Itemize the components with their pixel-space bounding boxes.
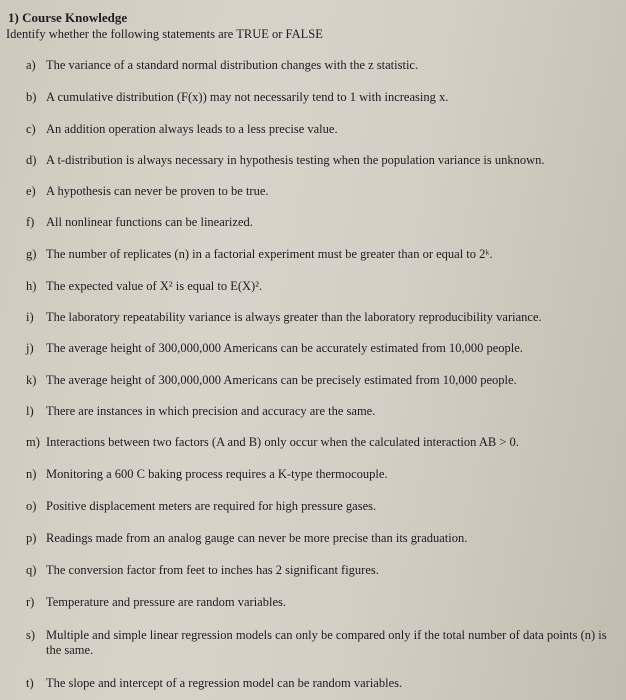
question-text: Multiple and simple linear regression models can only be compared only if the total number of data points (n) is the same. — [46, 628, 607, 657]
question-letter: p) — [26, 531, 37, 545]
instructions-text: Identify whether the following statements are TRUE or FALSE — [6, 27, 323, 41]
question-item — [16, 435, 616, 450]
question-item — [16, 628, 616, 658]
question-text: All nonlinear functions can be linearized. — [46, 215, 253, 229]
question-text: The average height of 300,000,000 Americans can be precisely estimated from 10,000 people. — [46, 373, 517, 387]
question-letter: m) — [26, 435, 40, 449]
question-letter: d) — [26, 153, 37, 167]
question-item — [16, 467, 616, 482]
question-text: The expected value of X² is equal to E(X)². — [46, 279, 263, 293]
question-text: The slope and intercept of a regression model can be random variables. — [46, 676, 403, 690]
question-item — [16, 341, 616, 356]
question-letter: t) — [26, 676, 34, 690]
question-text: The number of replicates (n) in a factorial experiment must be greater than or equal to 2ᵏ. — [46, 247, 493, 261]
question-letter: h) — [26, 279, 37, 293]
question-item — [16, 595, 616, 610]
question-letter: b) — [26, 90, 37, 104]
question-letter: f) — [26, 215, 35, 229]
question-item — [16, 310, 616, 325]
question-text: Temperature and pressure are random variables. — [46, 595, 286, 609]
question-text: A cumulative distribution (F(x)) may not necessarily tend to 1 with increasing x. — [46, 90, 449, 104]
section-title: Course Knowledge — [22, 10, 128, 25]
question-text: Readings made from an analog gauge can never be more precise than its graduation. — [46, 531, 468, 545]
question-item — [16, 215, 616, 230]
section-number: 1) — [8, 10, 19, 25]
question-text: The variance of a standard normal distribution changes with the z statistic. — [46, 58, 419, 72]
question-letter: r) — [26, 595, 35, 609]
question-text: A hypothesis can never be proven to be true. — [46, 184, 269, 198]
question-letter: g) — [26, 247, 37, 261]
question-item — [16, 531, 616, 546]
question-letter: a) — [26, 58, 36, 72]
question-text: The average height of 300,000,000 Americans can be accurately estimated from 10,000 people. — [46, 341, 523, 355]
question-letter: q) — [26, 563, 37, 577]
question-item — [16, 247, 616, 262]
question-item — [16, 676, 616, 691]
section-heading — [8, 10, 626, 26]
question-text: Positive displacement meters are required for high pressure gases. — [46, 499, 377, 513]
question-letter: j) — [26, 341, 34, 355]
question-letter: e) — [26, 184, 36, 198]
question-letter: l) — [26, 404, 34, 418]
question-text: There are instances in which precision and accuracy are the same. — [46, 404, 376, 418]
question-item — [16, 404, 616, 419]
question-item — [16, 563, 616, 578]
question-text: An addition operation always leads to a less precise value. — [46, 122, 338, 136]
question-letter: c) — [26, 122, 36, 136]
question-item — [16, 373, 616, 388]
question-text: The conversion factor from feet to inches has 2 significant figures. — [46, 563, 379, 577]
question-item — [16, 184, 616, 199]
question-item — [16, 122, 616, 137]
question-text: A t-distribution is always necessary in hypothesis testing when the population variance is unknown. — [46, 153, 545, 167]
question-item — [16, 58, 616, 73]
question-item — [16, 90, 616, 105]
question-text: Interactions between two factors (A and B) only occur when the calculated interaction AB > 0. — [46, 435, 519, 449]
question-letter: k) — [26, 373, 37, 387]
question-letter: i) — [26, 310, 34, 324]
question-item — [16, 153, 616, 168]
question-item — [16, 279, 616, 294]
question-text: Monitoring a 600 C baking process requires a K-type thermocouple. — [46, 467, 388, 481]
question-letter: n) — [26, 467, 37, 481]
question-item — [16, 499, 616, 514]
question-letter: o) — [26, 499, 37, 513]
question-letter: s) — [26, 628, 36, 642]
question-text: The laboratory repeatability variance is always greater than the laboratory reproducibility variance. — [46, 310, 542, 324]
